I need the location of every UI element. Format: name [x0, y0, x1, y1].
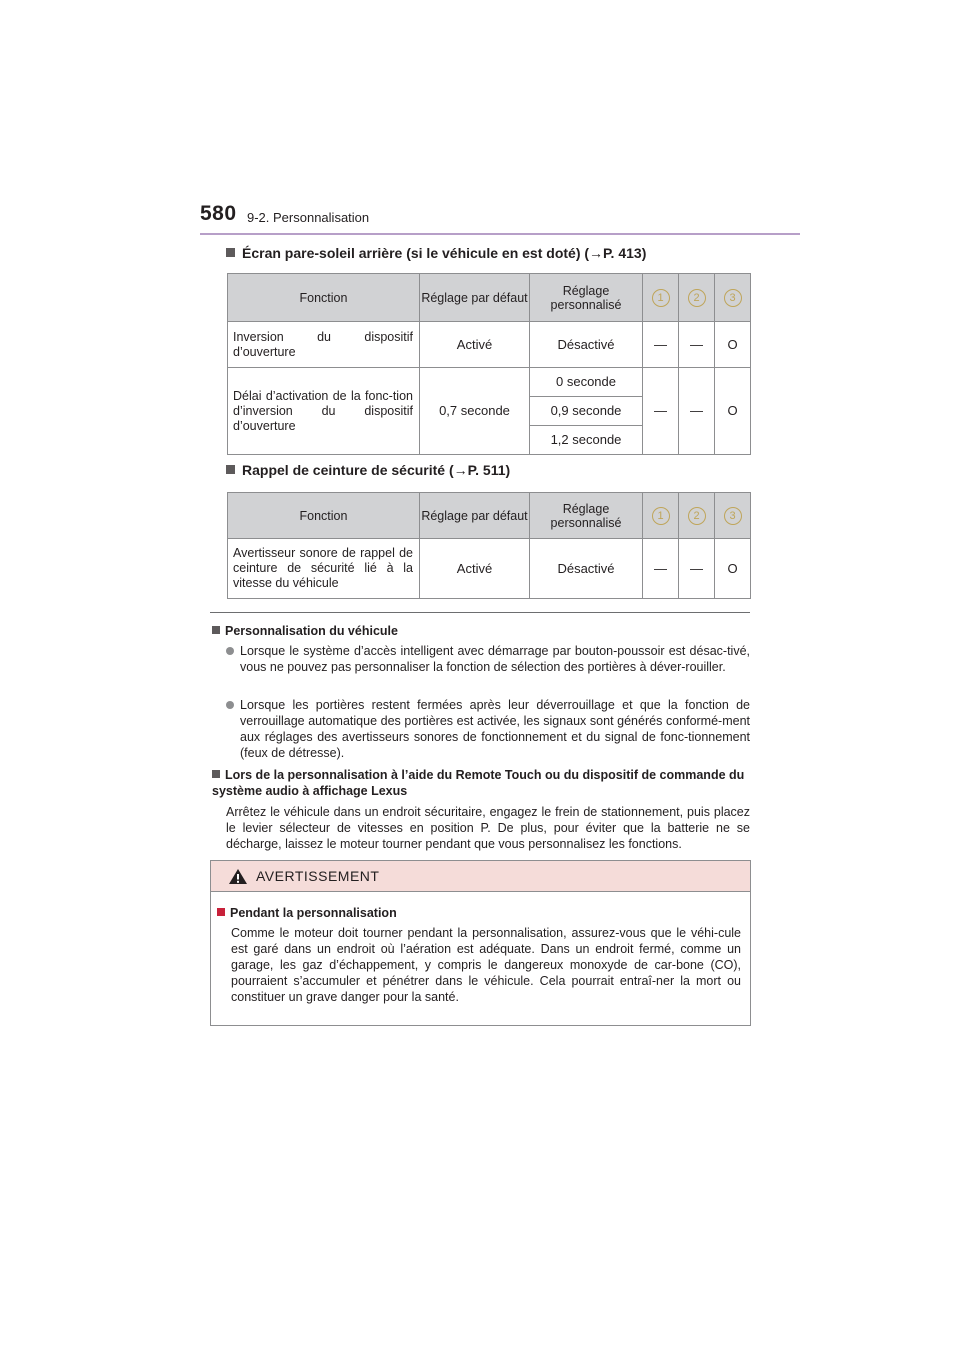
note2-body: Arrêtez le véhicule dans un endroit sécuritaire, engagez le frein de stationnement, puis placez le levier sélecteur de vitesses en position P. De plus, pour éviter que la batterie ne se décharge, laissez le moteur tourner pendant que vous personnalisez les fonctions. [226, 805, 750, 851]
col-header-custom: Réglage personnalisé [530, 274, 643, 322]
note2-heading [212, 767, 750, 799]
table-row: Avertisseur sonore de rappel de ceinture de sécurité lié à la vitesse du véhicule Activé Désactivé — — O [228, 539, 751, 599]
col-header-1: 1 [643, 274, 679, 322]
table-rear-sunshade: Fonction Réglage par défaut Réglage personnalisé 1 2 3 Inversion du dispositif d’ouverture Activé Désactivé — — O Délai d’activation de la fonc-tion d’inversion du dispositif d’ouverture 0,7 seconde 0 seconde — — O 0,9 seconde 1,2 seconde [227, 273, 751, 455]
warning-subheading [217, 906, 397, 920]
circle-bullet-icon [226, 701, 234, 709]
warning-body: Comme le moteur doit tourner pendant la personnalisation, assurez-vous que le véhi-cule est garé dans un endroit où l’aération est adéquate. Dans un endroit fermé, comme un garage, les gaz d’échappement, y compris le dangereux monoxyde de car-bone (CO), pourraient s’accumuler et pénétrer dans le véhicule. Cela pourrait entraî-ner la mort ou constituer un grave danger pour la santé. [231, 926, 741, 1004]
col-header-1: 1 [643, 493, 679, 539]
col-header-fonction: Fonction [228, 274, 420, 322]
note1-bullet-1: Lorsque le système d’accès intelligent avec démarrage par bouton-poussoir est désac-tivé, vous ne pouvez pas personnaliser la fonction de sélection des portières à déver-rouiller. [226, 643, 750, 675]
col-header-2: 2 [679, 274, 715, 322]
square-bullet-icon [226, 465, 235, 474]
col-header-custom: Réglage personnalisé [530, 493, 643, 539]
warning-header [211, 861, 750, 892]
page-number: 580 [200, 202, 237, 225]
col-header-fonction: Fonction [228, 493, 420, 539]
section2-title: Rappel de ceinture de sécurité (→P. 511) [242, 462, 511, 478]
warning-subtitle: Pendant la personnalisation [230, 906, 397, 920]
section1-title: Écran pare-soleil arrière (si le véhicule en est doté) (→P. 413) [242, 245, 647, 261]
warning-title: AVERTISSEMENT [256, 868, 380, 884]
warning-box [210, 860, 751, 1026]
section-title: 9-2. Personnalisation [247, 210, 370, 225]
square-bullet-icon [226, 248, 235, 257]
header-rule [200, 233, 800, 235]
table-row: Inversion du dispositif d’ouverture Activé Désactivé — — O [228, 322, 751, 368]
col-header-2: 2 [679, 493, 715, 539]
note1-title: Personnalisation du véhicule [225, 624, 398, 638]
circle-bullet-icon [226, 647, 234, 655]
col-header-default: Réglage par défaut [420, 493, 530, 539]
square-bullet-icon [212, 626, 220, 634]
note1-bullet-2: Lorsque les portières restent fermées après leur déverrouillage et que la fonction de verrouillage automatique des portières est activée, les signaux sont générés conformé-ment aux réglages des avertisseurs sonores de fonctionnement et du signal de fonc-tionnement (feux de détresse). [226, 697, 750, 761]
col-header-default: Réglage par défaut [420, 274, 530, 322]
warning-triangle-icon [228, 868, 248, 885]
table-seatbelt-reminder [227, 492, 751, 599]
square-bullet-icon [217, 908, 225, 916]
square-bullet-icon [212, 770, 220, 778]
col-header-3: 3 [715, 274, 751, 322]
note2-title: Lors de la personnalisation à l’aide du Remote Touch ou du dispositif de commande du système audio à affichage Lexus [212, 768, 745, 798]
note1-heading [212, 624, 398, 638]
section1-heading [226, 245, 646, 261]
col-header-3: 3 [715, 493, 751, 539]
section2-heading [226, 462, 510, 478]
table-row: Délai d’activation de la fonc-tion d’inversion du dispositif d’ouverture 0,7 seconde 0 seconde — — O [228, 368, 751, 397]
notes-separator [210, 612, 750, 613]
